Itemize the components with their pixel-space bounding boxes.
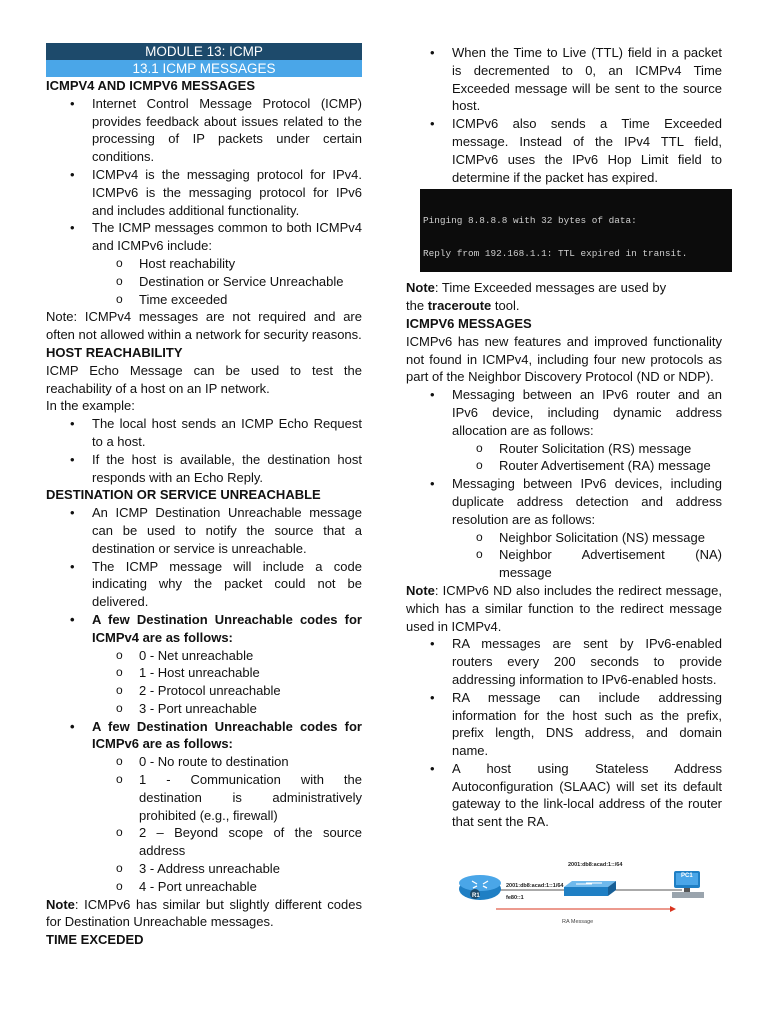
ra-diagram-graphic xyxy=(452,843,722,965)
list-item: • An ICMP Destination Unreachable message can be used to notify the source that a destination or service is unreachable. xyxy=(46,504,362,557)
note-text: tool. xyxy=(491,298,520,314)
pc-name: PC1 xyxy=(681,873,693,880)
example-intro: In the example: xyxy=(46,398,135,414)
sub-list-item: o 0 - Net unreachable xyxy=(46,647,362,665)
terminal-line: Reply from 192.168.1.1: TTL expired in transit. xyxy=(423,248,688,260)
list-item: • RA messages are sent by IPv6-enabled routers every 200 seconds to provide addressing information to IPv6-enabled hosts. xyxy=(406,635,722,688)
list-item: • A few Destination Unreachable codes for ICMPv4 are as follows: xyxy=(46,611,362,647)
traceroute-note xyxy=(406,279,722,315)
list-item: • A few Destination Unreachable codes for ICMPv6 are as follows: xyxy=(46,718,362,754)
list-item: • Internet Control Message Protocol (ICMP) provides feedback about issues related to the processing of IP packets under certain conditions. xyxy=(46,95,362,166)
router-gua-label: 2001:db8:acad:1::1/64 xyxy=(506,883,564,890)
sub-list-item: o 0 - No route to destination xyxy=(46,753,362,771)
sub-list-item: o 1 - Host unreachable xyxy=(46,664,362,682)
note-label: Note xyxy=(406,582,435,598)
note-label: Note xyxy=(406,280,435,296)
host-reachability-heading: HOST REACHABILITY xyxy=(46,344,183,360)
list-item: • RA message can include addressing information for the host such as the prefix, prefix length, DNS address, and domain name. xyxy=(406,689,722,760)
traceroute-term: traceroute xyxy=(427,298,492,314)
sub-list-item: o 2 – Beyond scope of the source address xyxy=(46,824,362,860)
icmp-messages-list xyxy=(46,95,362,309)
ra-diagram xyxy=(452,843,722,965)
left-column xyxy=(46,43,362,949)
ra-caption: RA Message xyxy=(562,919,594,926)
terminal-output xyxy=(420,189,732,272)
list-item: • Messaging between IPv6 devices, including duplicate address detection and address resolution are as follows: xyxy=(406,475,722,528)
router-icon xyxy=(459,875,501,900)
ra-list xyxy=(406,635,722,831)
icmp-messages-heading: ICMPV4 AND ICMPV6 MESSAGES xyxy=(46,78,256,93)
unreachable-list xyxy=(46,504,362,896)
note-text: : ICMPv6 ND also includes the redirect message, which has a similar function to the redirect message used in ICMPv4. xyxy=(406,582,722,634)
echo-paragraph: ICMP Echo Message can be used to test the reachability of a host on an IP network. xyxy=(46,362,362,396)
ra-arrow-head xyxy=(670,906,676,912)
list-item: • ICMPv6 also sends a Time Exceeded message. Instead of the IPv4 TTL field, ICMPv6 uses the IPv6 Hop Limit field to determine if the packet has expired. xyxy=(406,115,722,186)
sub-list-item: o Neighbor Solicitation (NS) message xyxy=(406,529,722,547)
section-banner: 13.1 ICMP MESSAGES xyxy=(46,60,362,77)
switch-icon xyxy=(564,881,616,896)
list-item: • When the Time to Live (TTL) field in a packet is decremented to 0, an ICMPv4 Time Exceeded message will be sent to the source host. xyxy=(406,44,722,115)
list-item: • The ICMP messages common to both ICMPv4 and ICMPv6 include: xyxy=(46,219,362,255)
network-prefix-label: 2001:db8:acad:1::/64 xyxy=(568,862,623,869)
sub-list-item: o Time exceeded xyxy=(46,291,362,309)
router-name: R1 xyxy=(472,893,480,900)
router-lla-label: fe80::1 xyxy=(506,895,524,902)
list-item: • A host using Stateless Address Autoconfiguration (SLAAC) will set its default gateway to the link-local address of the router that sent the RA. xyxy=(406,760,722,831)
sub-list-item: o 4 - Port unreachable xyxy=(46,878,362,896)
sub-list-item: o Router Advertisement (RA) message xyxy=(406,457,722,475)
echo-list xyxy=(46,415,362,486)
time-exceeded-list xyxy=(406,44,722,186)
redirect-note xyxy=(406,582,722,635)
sub-list-item: o Host reachability xyxy=(46,255,362,273)
icmpv6-heading: ICMPV6 MESSAGES xyxy=(406,315,532,331)
icmpv6-codes-note xyxy=(46,896,362,932)
list-item: • The ICMP message will include a code indicating why the packet could not be delivered. xyxy=(46,558,362,611)
sub-list-item: o 1 - Communication with the destination is administratively prohibited (e.g., firewall) xyxy=(46,771,362,824)
list-item: • Messaging between an IPv6 router and an IPv6 device, including dynamic address allocation are as follows: xyxy=(406,386,722,439)
terminal-line: Pinging 8.8.8.8 with 32 bytes of data: xyxy=(423,215,637,227)
security-note: Note: ICMPv4 messages are not required and are often not allowed within a network for security reasons. xyxy=(46,309,362,343)
sub-list-item: o 3 - Address unreachable xyxy=(46,860,362,878)
sub-list-item: o Router Solicitation (RS) message xyxy=(406,440,722,458)
nd-list xyxy=(406,386,722,582)
sub-list-item: o 3 - Port unreachable xyxy=(46,700,362,718)
note-text: : ICMPv6 has similar but slightly different codes for Destination Unreachable messages. xyxy=(46,896,362,930)
note-label: Note xyxy=(46,896,75,912)
sub-list-item: o 2 - Protocol unreachable xyxy=(46,682,362,700)
list-item: • ICMPv4 is the messaging protocol for IPv4. ICMPv6 is the messaging protocol for IPv6 and includes additional functionality. xyxy=(46,166,362,219)
module-banner: MODULE 13: ICMP xyxy=(46,43,362,60)
list-item: • The local host sends an ICMP Echo Request to a host. xyxy=(46,415,362,451)
note-text: the xyxy=(406,298,428,314)
list-item: • If the host is available, the destination host responds with an Echo Reply. xyxy=(46,451,362,487)
icmpv6-intro: ICMPv6 has new features and improved functionality not found in ICMPv4, including four new protocols as part of the Neighbor Discovery Protocol (ND or NDP). xyxy=(406,333,722,385)
time-exceeded-heading: TIME EXCEDED xyxy=(46,932,144,948)
unreachable-heading: DESTINATION OR SERVICE UNREACHABLE xyxy=(46,487,321,503)
sub-list-item: o Destination or Service Unreachable xyxy=(46,273,362,291)
sub-list-item: o Neighbor Advertisement (NA) message xyxy=(406,546,722,582)
note-text: : Time Exceeded messages are used by xyxy=(434,280,667,296)
right-column xyxy=(406,44,722,965)
